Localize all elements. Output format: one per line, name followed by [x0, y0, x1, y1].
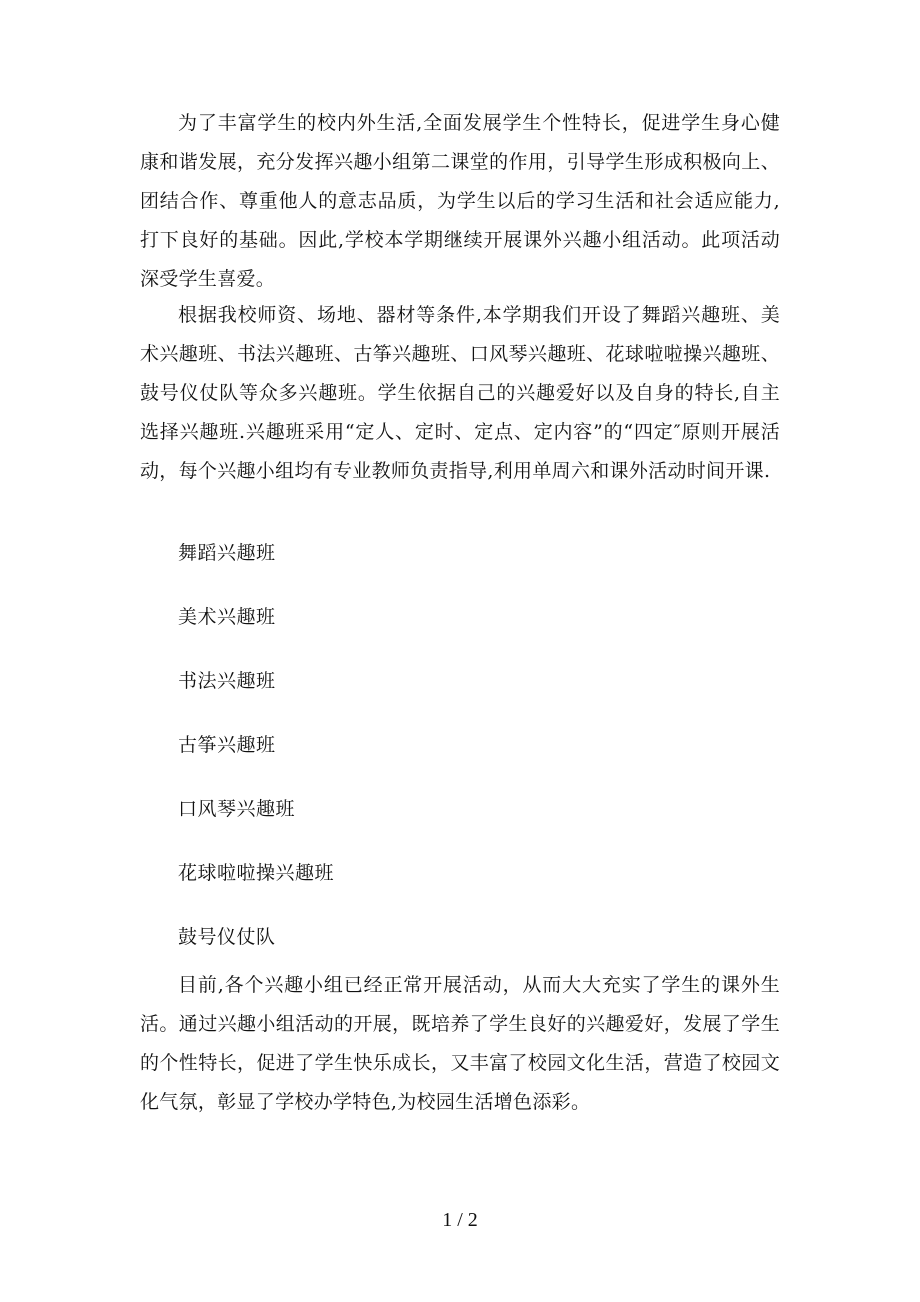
page-number: 1 / 2 [442, 1209, 478, 1231]
intro-paragraph: 为了丰富学生的校内外生活,全面发展学生个性特长，促进学生身心健康和谐发展，充分发挥兴趣小组第二课堂的作用，引导学生形成积极向上、团结合作、尊重他人的意志品质，为学生以后的学习生活和社会适应能力,打下良好的基础。因此,学校本学期继续开展课外兴趣小组活动。此项活动深受学生喜爱。 [140, 112, 780, 290]
class-list-item-dance: 舞蹈兴趣班 [178, 542, 276, 564]
class-list-item-guzheng: 古筝兴趣班 [178, 734, 276, 756]
class-list-item-calligraphy: 书法兴趣班 [178, 670, 276, 692]
class-list-item-art: 美术兴趣班 [178, 606, 276, 628]
conclusion-paragraph: 目前,各个兴趣小组已经正常开展活动，从而大大充实了学生的课外生活。通过兴趣小组活动的开展，既培养了学生良好的兴趣爱好，发展了学生的个性特长，促进了学生快乐成长，又丰富了校园文化生活，营造了校园文化气氛，彰显了学校办学特色,为校园生活增色添彩。 [140, 974, 780, 1113]
classes-overview-paragraph: 根据我校师资、场地、器材等条件,本学期我们开设了舞蹈兴趣班、美术兴趣班、书法兴趣班、古筝兴趣班、口风琴兴趣班、花球啦啦操兴趣班、鼓号仪仗队等众多兴趣班。学生依据自己的兴趣爱好以及自身的特长,自主选择兴趣班.兴趣班采用“定人、定时、定点、定内容”的“四定″原则开展活动，每个兴趣小组均有专业教师负责指导,利用单周六和课外活动时间开课. [140, 304, 780, 482]
class-list-item-melodica: 口风琴兴趣班 [178, 798, 296, 820]
class-list-item-cheerleading: 花球啦啦操兴趣班 [178, 862, 335, 884]
class-list-item-drum-corps: 鼓号仪仗队 [178, 926, 276, 948]
